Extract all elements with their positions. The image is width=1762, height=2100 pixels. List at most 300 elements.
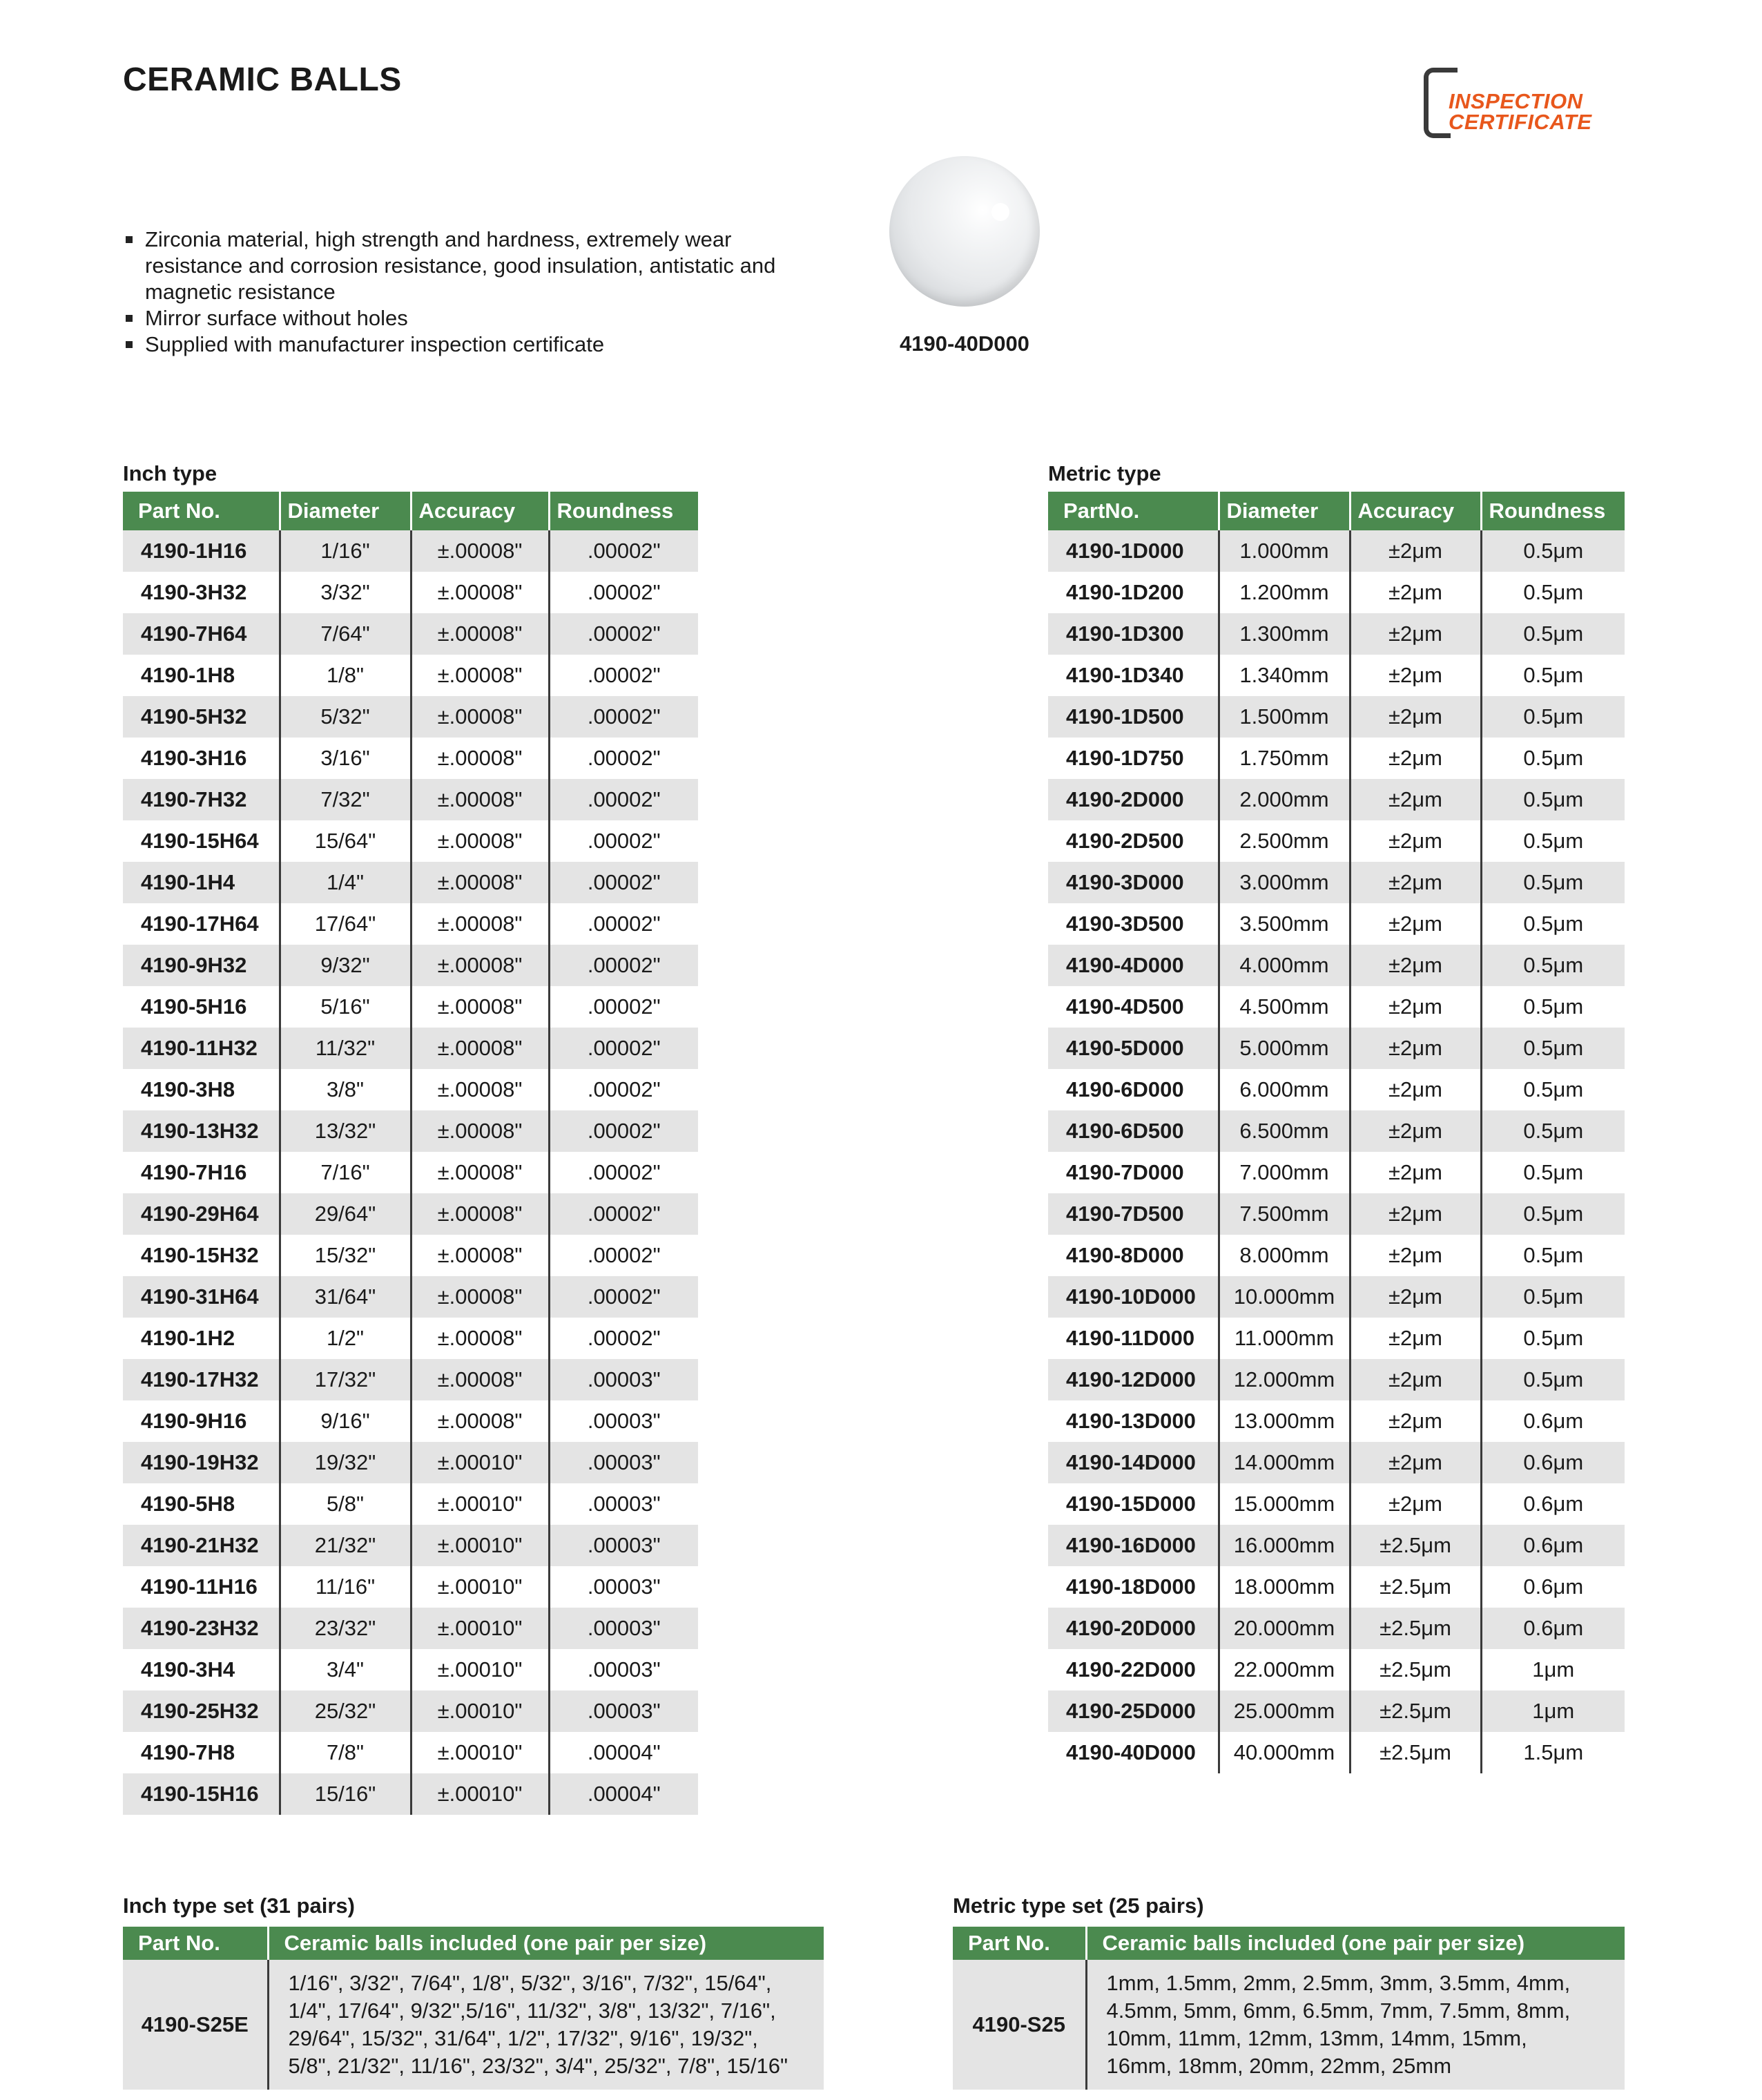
cell-part-no: 4190-25H32 <box>123 1690 280 1732</box>
cell-part-no: 4190-11H16 <box>123 1566 280 1608</box>
cell-accuracy: ±.00008" <box>411 655 549 696</box>
cell-diameter: 7/64" <box>280 613 411 655</box>
cell-diameter: 21/32" <box>280 1525 411 1566</box>
feature-item: Zirconia material, high strength and hardness, extremely wear resistance and corrosion resistance, good insulation, antistatic and magnetic resistance <box>124 227 787 305</box>
cell-roundness: .00002" <box>549 1069 698 1110</box>
table-row <box>123 1276 698 1318</box>
table-row <box>123 1028 698 1069</box>
cell-part-no: 4190-7D000 <box>1048 1152 1219 1193</box>
cell-accuracy: ±2.5μm <box>1350 1566 1481 1608</box>
cell-accuracy: ±2μm <box>1350 1359 1481 1400</box>
cell-diameter: 1/2" <box>280 1318 411 1359</box>
table-row <box>123 1069 698 1110</box>
table-row <box>123 1773 698 1815</box>
metric-set-label: Metric type set (25 pairs) <box>953 1894 1204 1918</box>
cell-part-no: 4190-15H32 <box>123 1235 280 1276</box>
cell-part-no: 4190-5H32 <box>123 696 280 738</box>
cell-diameter: 7/16" <box>280 1152 411 1193</box>
cell-roundness: 0.5μm <box>1481 1318 1625 1359</box>
cell-part-no: 4190-11D000 <box>1048 1318 1219 1359</box>
table-row <box>123 1525 698 1566</box>
cell-part-no: 4190-13H32 <box>123 1110 280 1152</box>
table-row <box>1048 1732 1625 1773</box>
cell-part-no: 4190-1H16 <box>123 530 280 572</box>
table-row <box>123 1649 698 1690</box>
inch-set-label: Inch type set (31 pairs) <box>123 1894 355 1918</box>
table-row <box>123 738 698 779</box>
table-row <box>1048 738 1625 779</box>
cell-roundness: 0.5μm <box>1481 1235 1625 1276</box>
cell-roundness: 1μm <box>1481 1649 1625 1690</box>
cell-accuracy: ±2μm <box>1350 862 1481 903</box>
cell-accuracy: ±2μm <box>1350 820 1481 862</box>
table-row <box>1048 1028 1625 1069</box>
cell-part-no: 4190-16D000 <box>1048 1525 1219 1566</box>
cell-part-no: 4190-19H32 <box>123 1442 280 1483</box>
cell-part-no: 4190-8D000 <box>1048 1235 1219 1276</box>
cell-accuracy: ±.00010" <box>411 1525 549 1566</box>
cell-accuracy: ±.00008" <box>411 1028 549 1069</box>
cell-part-no: 4190-9H32 <box>123 945 280 986</box>
metric-table-label: Metric type <box>1048 461 1161 485</box>
table-row <box>123 1566 698 1608</box>
cell-accuracy: ±2μm <box>1350 1193 1481 1235</box>
table-row <box>123 945 698 986</box>
inch-set-table <box>123 1927 824 2090</box>
cell-part-no: 4190-1H4 <box>123 862 280 903</box>
certificate-line-2: CERTIFICATE <box>1449 110 1592 134</box>
metric-set-table <box>953 1927 1625 2090</box>
header-roundness: Roundness <box>549 492 698 530</box>
table-row <box>1048 1525 1625 1566</box>
table-row <box>1048 1400 1625 1442</box>
set-part-no: 4190-S25E <box>123 1960 268 2090</box>
cell-accuracy: ±.00008" <box>411 903 549 945</box>
table-row <box>123 1318 698 1359</box>
set-sizes-line: 1/4", 17/64", 9/32",5/16", 11/32", 3/8", 13/32", 7/16", <box>288 1998 776 2023</box>
header-part-no: Part No. <box>953 1927 1086 1960</box>
table-row <box>123 1732 698 1773</box>
table-row <box>123 1400 698 1442</box>
cell-roundness: 0.5μm <box>1481 1028 1625 1069</box>
table-row <box>123 903 698 945</box>
cell-roundness: 0.5μm <box>1481 530 1625 572</box>
cell-diameter: 3/16" <box>280 738 411 779</box>
cell-roundness: .00002" <box>549 655 698 696</box>
cell-roundness: .00002" <box>549 986 698 1028</box>
cell-accuracy: ±.00008" <box>411 945 549 986</box>
cell-part-no: 4190-3H8 <box>123 1069 280 1110</box>
cell-part-no: 4190-1H8 <box>123 655 280 696</box>
inch-type-table <box>123 492 698 1815</box>
table-row <box>123 820 698 862</box>
cell-part-no: 4190-29H64 <box>123 1193 280 1235</box>
cell-part-no: 4190-9H16 <box>123 1400 280 1442</box>
cell-diameter: 15/32" <box>280 1235 411 1276</box>
cell-diameter: 15.000mm <box>1219 1483 1350 1525</box>
cell-accuracy: ±.00010" <box>411 1442 549 1483</box>
cell-diameter: 5/8" <box>280 1483 411 1525</box>
cell-accuracy: ±2μm <box>1350 530 1481 572</box>
cell-roundness: 0.5μm <box>1481 655 1625 696</box>
cell-part-no: 4190-3D000 <box>1048 862 1219 903</box>
table-row <box>123 1193 698 1235</box>
table-row <box>123 986 698 1028</box>
table-row <box>123 572 698 613</box>
table-row <box>123 1690 698 1732</box>
table-row <box>1048 1566 1625 1608</box>
table-row <box>1048 945 1625 986</box>
cell-diameter: 5.000mm <box>1219 1028 1350 1069</box>
cell-roundness: .00002" <box>549 613 698 655</box>
feature-list <box>124 227 787 358</box>
cell-diameter: 23/32" <box>280 1608 411 1649</box>
cell-accuracy: ±.00008" <box>411 820 549 862</box>
cell-part-no: 4190-14D000 <box>1048 1442 1219 1483</box>
cell-roundness: 0.5μm <box>1481 903 1625 945</box>
cell-accuracy: ±2μm <box>1350 613 1481 655</box>
cell-part-no: 4190-15D000 <box>1048 1483 1219 1525</box>
cell-roundness: 0.5μm <box>1481 945 1625 986</box>
cell-diameter: 3.500mm <box>1219 903 1350 945</box>
cell-accuracy: ±.00010" <box>411 1608 549 1649</box>
cell-diameter: 15/16" <box>280 1773 411 1815</box>
cell-accuracy: ±2μm <box>1350 1235 1481 1276</box>
cell-accuracy: ±.00008" <box>411 696 549 738</box>
cell-accuracy: ±2μm <box>1350 696 1481 738</box>
cell-roundness: 0.6μm <box>1481 1442 1625 1483</box>
cell-diameter: 1/4" <box>280 862 411 903</box>
set-sizes-line: 1/16", 3/32", 7/64", 1/8", 5/32", 3/16", 7/32", 15/64", <box>288 1971 772 1995</box>
cell-diameter: 4.000mm <box>1219 945 1350 986</box>
cell-accuracy: ±.00008" <box>411 862 549 903</box>
cell-roundness: 0.6μm <box>1481 1483 1625 1525</box>
cell-accuracy: ±2μm <box>1350 903 1481 945</box>
table-row <box>1048 613 1625 655</box>
cell-part-no: 4190-1D000 <box>1048 530 1219 572</box>
cell-roundness: .00002" <box>549 945 698 986</box>
cell-roundness: 0.6μm <box>1481 1608 1625 1649</box>
cell-roundness: .00003" <box>549 1359 698 1400</box>
cell-roundness: .00004" <box>549 1732 698 1773</box>
cell-roundness: .00002" <box>549 1193 698 1235</box>
table-row <box>123 1483 698 1525</box>
cell-diameter: 13.000mm <box>1219 1400 1350 1442</box>
table-row <box>1048 1608 1625 1649</box>
table-row <box>123 1235 698 1276</box>
cell-roundness: 0.6μm <box>1481 1566 1625 1608</box>
ceramic-ball-image <box>889 156 1040 307</box>
cell-diameter: 6.500mm <box>1219 1110 1350 1152</box>
cell-roundness: 0.5μm <box>1481 1069 1625 1110</box>
cell-roundness: .00002" <box>549 1028 698 1069</box>
cell-part-no: 4190-1H2 <box>123 1318 280 1359</box>
cell-roundness: .00002" <box>549 572 698 613</box>
header-part-no: Part No. <box>123 1927 268 1960</box>
header-included: Ceramic balls included (one pair per size) <box>268 1927 824 1960</box>
cell-accuracy: ±2.5μm <box>1350 1690 1481 1732</box>
cell-part-no: 4190-3D500 <box>1048 903 1219 945</box>
set-part-no: 4190-S25 <box>953 1960 1086 2090</box>
cell-diameter: 1/8" <box>280 655 411 696</box>
cell-diameter: 20.000mm <box>1219 1608 1350 1649</box>
cell-roundness: .00002" <box>549 530 698 572</box>
cell-part-no: 4190-1D300 <box>1048 613 1219 655</box>
cell-accuracy: ±2μm <box>1350 1028 1481 1069</box>
cell-accuracy: ±.00010" <box>411 1773 549 1815</box>
cell-part-no: 4190-2D500 <box>1048 820 1219 862</box>
cell-diameter: 8.000mm <box>1219 1235 1350 1276</box>
cell-roundness: 1μm <box>1481 1690 1625 1732</box>
cell-roundness: .00002" <box>549 1276 698 1318</box>
table-header-row <box>1048 492 1625 530</box>
table-row <box>1048 903 1625 945</box>
cell-accuracy: ±2μm <box>1350 738 1481 779</box>
table-row <box>1048 1442 1625 1483</box>
cell-roundness: .00003" <box>549 1525 698 1566</box>
cell-accuracy: ±2μm <box>1350 1400 1481 1442</box>
cell-roundness: .00002" <box>549 696 698 738</box>
table-row <box>1048 862 1625 903</box>
cell-accuracy: ±.00008" <box>411 1276 549 1318</box>
cell-roundness: 0.5μm <box>1481 1359 1625 1400</box>
certificate-line-1: INSPECTION <box>1449 89 1583 113</box>
table-row <box>123 655 698 696</box>
cell-part-no: 4190-6D500 <box>1048 1110 1219 1152</box>
certificate-bracket-icon <box>1424 68 1451 138</box>
header-diameter: Diameter <box>1219 492 1350 530</box>
table-row <box>123 696 698 738</box>
header-accuracy: Accuracy <box>1350 492 1481 530</box>
cell-accuracy: ±2μm <box>1350 572 1481 613</box>
cell-accuracy: ±.00008" <box>411 1400 549 1442</box>
cell-diameter: 6.000mm <box>1219 1069 1350 1110</box>
cell-accuracy: ±2μm <box>1350 945 1481 986</box>
cell-roundness: .00003" <box>549 1649 698 1690</box>
cell-roundness: .00003" <box>549 1566 698 1608</box>
cell-part-no: 4190-20D000 <box>1048 1608 1219 1649</box>
cell-part-no: 4190-31H64 <box>123 1276 280 1318</box>
cell-accuracy: ±2.5μm <box>1350 1732 1481 1773</box>
cell-accuracy: ±2.5μm <box>1350 1525 1481 1566</box>
cell-diameter: 7/8" <box>280 1732 411 1773</box>
cell-diameter: 16.000mm <box>1219 1525 1350 1566</box>
set-sizes-line: 5/8", 21/32", 11/16", 23/32", 3/4", 25/32", 7/8", 15/16" <box>288 2054 788 2078</box>
cell-diameter: 12.000mm <box>1219 1359 1350 1400</box>
cell-diameter: 1.200mm <box>1219 572 1350 613</box>
table-row <box>1048 1235 1625 1276</box>
cell-roundness: .00002" <box>549 903 698 945</box>
cell-accuracy: ±2μm <box>1350 779 1481 820</box>
cell-diameter: 9/32" <box>280 945 411 986</box>
cell-accuracy: ±2μm <box>1350 986 1481 1028</box>
cell-roundness: 0.5μm <box>1481 1110 1625 1152</box>
cell-accuracy: ±.00008" <box>411 530 549 572</box>
cell-accuracy: ±.00008" <box>411 779 549 820</box>
set-sizes-line: 10mm, 11mm, 12mm, 13mm, 14mm, 15mm, <box>1106 2026 1527 2050</box>
cell-diameter: 11/32" <box>280 1028 411 1069</box>
cell-diameter: 10.000mm <box>1219 1276 1350 1318</box>
cell-part-no: 4190-2D000 <box>1048 779 1219 820</box>
cell-diameter: 14.000mm <box>1219 1442 1350 1483</box>
cell-roundness: 0.5μm <box>1481 820 1625 862</box>
cell-accuracy: ±2μm <box>1350 1110 1481 1152</box>
cell-roundness: 0.6μm <box>1481 1400 1625 1442</box>
cell-diameter: 22.000mm <box>1219 1649 1350 1690</box>
cell-roundness: .00002" <box>549 862 698 903</box>
cell-diameter: 5/32" <box>280 696 411 738</box>
set-sizes-line: 1mm, 1.5mm, 2mm, 2.5mm, 3mm, 3.5mm, 4mm, <box>1106 1971 1571 1995</box>
cell-part-no: 4190-15H16 <box>123 1773 280 1815</box>
cell-part-no: 4190-1D500 <box>1048 696 1219 738</box>
cell-part-no: 4190-10D000 <box>1048 1276 1219 1318</box>
inspection-certificate-badge <box>1424 68 1631 134</box>
cell-part-no: 4190-25D000 <box>1048 1690 1219 1732</box>
cell-part-no: 4190-21H32 <box>123 1525 280 1566</box>
table-row <box>1048 986 1625 1028</box>
cell-roundness: 0.5μm <box>1481 862 1625 903</box>
cell-diameter: 7/32" <box>280 779 411 820</box>
cell-diameter: 31/64" <box>280 1276 411 1318</box>
cell-accuracy: ±.00008" <box>411 1235 549 1276</box>
cell-part-no: 4190-17H64 <box>123 903 280 945</box>
cell-roundness: .00002" <box>549 779 698 820</box>
cell-diameter: 1.500mm <box>1219 696 1350 738</box>
cell-part-no: 4190-3H4 <box>123 1649 280 1690</box>
header-roundness: Roundness <box>1481 492 1625 530</box>
table-row <box>953 1960 1625 2090</box>
cell-diameter: 1.750mm <box>1219 738 1350 779</box>
cell-roundness: 0.5μm <box>1481 613 1625 655</box>
cell-diameter: 1.300mm <box>1219 613 1350 655</box>
cell-diameter: 11/16" <box>280 1566 411 1608</box>
cell-diameter: 4.500mm <box>1219 986 1350 1028</box>
cell-roundness: 0.5μm <box>1481 738 1625 779</box>
cell-diameter: 11.000mm <box>1219 1318 1350 1359</box>
cell-part-no: 4190-11H32 <box>123 1028 280 1069</box>
cell-part-no: 4190-23H32 <box>123 1608 280 1649</box>
cell-accuracy: ±.00010" <box>411 1649 549 1690</box>
cell-diameter: 2.000mm <box>1219 779 1350 820</box>
cell-accuracy: ±.00008" <box>411 1110 549 1152</box>
cell-part-no: 4190-5H16 <box>123 986 280 1028</box>
table-row <box>1048 530 1625 572</box>
cell-roundness: .00002" <box>549 1110 698 1152</box>
table-row <box>1048 1649 1625 1690</box>
cell-accuracy: ±2μm <box>1350 1318 1481 1359</box>
table-row <box>1048 1359 1625 1400</box>
cell-part-no: 4190-17H32 <box>123 1359 280 1400</box>
cell-diameter: 1.340mm <box>1219 655 1350 696</box>
cell-part-no: 4190-13D000 <box>1048 1400 1219 1442</box>
cell-roundness: .00002" <box>549 820 698 862</box>
cell-part-no: 4190-3H32 <box>123 572 280 613</box>
cell-accuracy: ±.00008" <box>411 613 549 655</box>
cell-part-no: 4190-5H8 <box>123 1483 280 1525</box>
table-row <box>1048 1152 1625 1193</box>
table-row <box>123 1110 698 1152</box>
table-header-row <box>953 1927 1625 1960</box>
cell-roundness: .00002" <box>549 1235 698 1276</box>
cell-accuracy: ±2.5μm <box>1350 1649 1481 1690</box>
cell-accuracy: ±2μm <box>1350 1483 1481 1525</box>
cell-part-no: 4190-1D750 <box>1048 738 1219 779</box>
table-row <box>1048 1276 1625 1318</box>
cell-roundness: .00003" <box>549 1483 698 1525</box>
table-header-row <box>123 1927 824 1960</box>
cell-roundness: 0.5μm <box>1481 986 1625 1028</box>
cell-accuracy: ±.00008" <box>411 738 549 779</box>
cell-diameter: 25.000mm <box>1219 1690 1350 1732</box>
cell-roundness: .00002" <box>549 1318 698 1359</box>
cell-part-no: 4190-7H8 <box>123 1732 280 1773</box>
table-row <box>1048 1318 1625 1359</box>
table-row <box>1048 1690 1625 1732</box>
header-accuracy: Accuracy <box>411 492 549 530</box>
cell-part-no: 4190-18D000 <box>1048 1566 1219 1608</box>
table-row <box>123 1960 824 2090</box>
cell-diameter: 13/32" <box>280 1110 411 1152</box>
cell-diameter: 3.000mm <box>1219 862 1350 903</box>
set-sizes-line: 29/64", 15/32", 31/64", 1/2", 17/32", 9/16", 19/32", <box>288 2026 758 2050</box>
cell-accuracy: ±.00008" <box>411 986 549 1028</box>
cell-roundness: 0.5μm <box>1481 696 1625 738</box>
cell-part-no: 4190-12D000 <box>1048 1359 1219 1400</box>
table-row <box>123 1608 698 1649</box>
cell-diameter: 3/32" <box>280 572 411 613</box>
table-row <box>123 530 698 572</box>
table-header-row <box>123 492 698 530</box>
header-part-no: Part No. <box>123 492 280 530</box>
table-row <box>123 1442 698 1483</box>
cell-part-no: 4190-7H32 <box>123 779 280 820</box>
table-row <box>123 779 698 820</box>
cell-roundness: 0.5μm <box>1481 1276 1625 1318</box>
cell-roundness: .00003" <box>549 1608 698 1649</box>
cell-accuracy: ±2μm <box>1350 1442 1481 1483</box>
cell-diameter: 40.000mm <box>1219 1732 1350 1773</box>
feature-item: Supplied with manufacturer inspection certificate <box>124 331 787 358</box>
inch-table-label: Inch type <box>123 461 217 485</box>
cell-part-no: 4190-5D000 <box>1048 1028 1219 1069</box>
cell-part-no: 4190-3H16 <box>123 738 280 779</box>
cell-accuracy: ±2μm <box>1350 1069 1481 1110</box>
cell-part-no: 4190-7H16 <box>123 1152 280 1193</box>
cell-diameter: 7.000mm <box>1219 1152 1350 1193</box>
cell-part-no: 4190-1D340 <box>1048 655 1219 696</box>
cell-roundness: .00004" <box>549 1773 698 1815</box>
cell-part-no: 4190-7H64 <box>123 613 280 655</box>
header-part-no: PartNo. <box>1048 492 1219 530</box>
cell-accuracy: ±.00008" <box>411 1193 549 1235</box>
set-sizes <box>268 1960 824 2090</box>
table-row <box>123 613 698 655</box>
cell-accuracy: ±.00008" <box>411 1069 549 1110</box>
table-row <box>1048 572 1625 613</box>
cell-accuracy: ±.00010" <box>411 1690 549 1732</box>
cell-accuracy: ±.00008" <box>411 1359 549 1400</box>
cell-diameter: 1/16" <box>280 530 411 572</box>
image-caption: 4190-40D000 <box>900 331 1029 356</box>
cell-diameter: 15/64" <box>280 820 411 862</box>
cell-diameter: 1.000mm <box>1219 530 1350 572</box>
table-row <box>1048 655 1625 696</box>
cell-diameter: 19/32" <box>280 1442 411 1483</box>
cell-part-no: 4190-7D500 <box>1048 1193 1219 1235</box>
cell-accuracy: ±2μm <box>1350 1276 1481 1318</box>
cell-accuracy: ±2.5μm <box>1350 1608 1481 1649</box>
cell-diameter: 17/32" <box>280 1359 411 1400</box>
